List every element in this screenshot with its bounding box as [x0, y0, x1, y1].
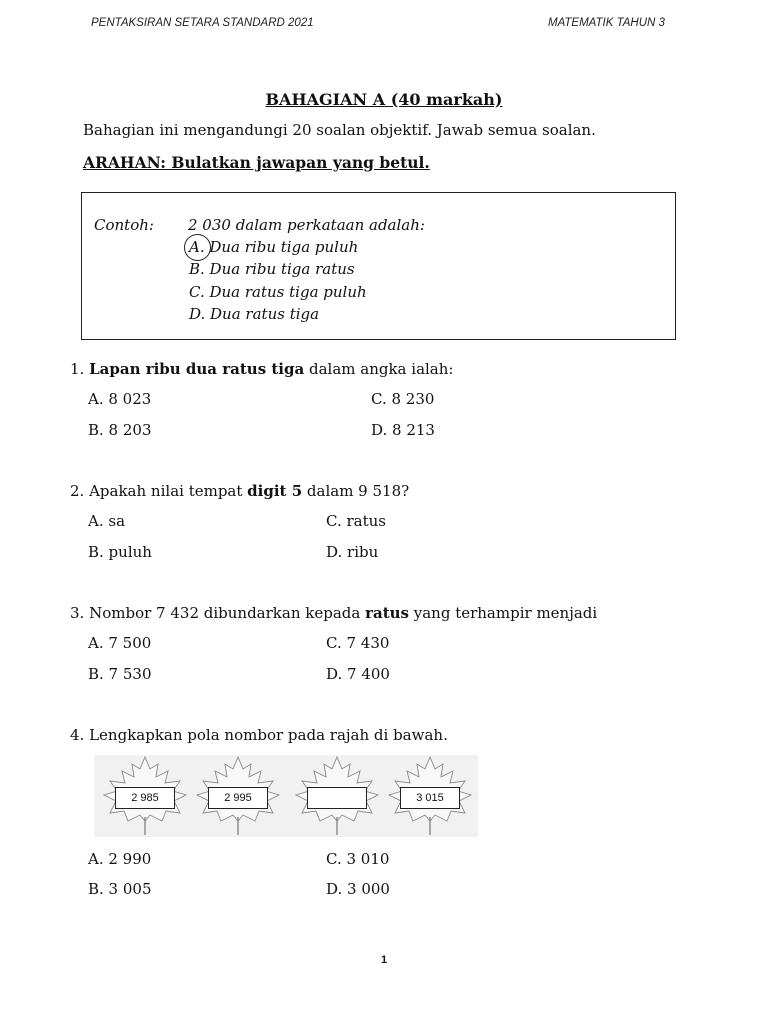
question-number: 4.	[70, 726, 85, 744]
maple-leaf-card	[98, 755, 192, 837]
question-stem-after: dalam angka ialah:	[304, 360, 454, 378]
pattern-value: 3 015	[400, 787, 460, 809]
question-number: 1.	[70, 360, 85, 378]
example-option-c: C. Dua ratus tiga puluh	[189, 283, 367, 301]
option-d[interactable]: D. 8 213	[371, 421, 435, 439]
example-option-d: D. Dua ratus tiga	[189, 305, 320, 323]
maple-leaf-card	[383, 755, 477, 837]
option-c[interactable]: C. ratus	[326, 512, 386, 530]
question-stem	[70, 604, 597, 622]
pattern-value: 2 995	[208, 787, 268, 809]
option-a[interactable]: A. sa	[88, 512, 126, 530]
question-stem	[70, 360, 453, 378]
question-stem-bold: Lapan ribu dua ratus tiga	[89, 360, 305, 378]
example-box	[81, 192, 676, 340]
example-label: Contoh:	[94, 216, 154, 234]
header-left: PENTAKSIRAN SETARA STANDARD 2021	[91, 17, 314, 29]
option-d[interactable]: D. ribu	[326, 543, 379, 561]
option-b[interactable]: B. 8 203	[88, 421, 152, 439]
maple-leaf-card	[290, 755, 384, 837]
option-c[interactable]: C. 3 010	[326, 850, 390, 868]
option-a[interactable]: A. 2 990	[88, 850, 152, 868]
example-option-b: B. Dua ribu tiga ratus	[189, 260, 355, 278]
maple-leaf-card	[191, 755, 285, 837]
question-stem	[70, 726, 448, 744]
option-c[interactable]: C. 7 430	[326, 634, 390, 652]
example-option-a: A. Dua ribu tiga puluh	[189, 238, 359, 256]
example-question: 2 030 dalam perkataan adalah:	[188, 216, 425, 234]
section-instruction: ARAHAN: Bulatkan jawapan yang betul.	[83, 153, 430, 172]
number-pattern-strip	[94, 755, 478, 837]
header-right: MATEMATIK TAHUN 3	[548, 17, 665, 29]
question-stem-before: Nombor 7 432 dibundarkan kepada	[89, 604, 366, 622]
question-stem-before: Lengkapkan pola nombor pada rajah di bawah.	[89, 726, 448, 744]
pattern-blank	[307, 787, 367, 809]
section-title: BAHAGIAN A (40 markah)	[265, 90, 503, 109]
question-number: 2.	[70, 482, 85, 500]
option-a[interactable]: A. 7 500	[88, 634, 152, 652]
question-stem-after: dalam 9 518?	[302, 482, 410, 500]
option-d[interactable]: D. 3 000	[326, 880, 390, 898]
option-d[interactable]: D. 7 400	[326, 665, 390, 683]
question-stem-bold: digit 5	[247, 482, 303, 500]
question-number: 3.	[70, 604, 85, 622]
page-number: 1	[380, 954, 388, 966]
option-c[interactable]: C. 8 230	[371, 390, 435, 408]
option-b[interactable]: B. 7 530	[88, 665, 152, 683]
question-stem-after: yang terhampir menjadi	[408, 604, 598, 622]
question-stem-before: Apakah nilai tempat	[89, 482, 248, 500]
option-a[interactable]: A. 8 023	[88, 390, 152, 408]
question-stem-bold: ratus	[365, 604, 409, 622]
question-stem	[70, 482, 409, 500]
option-b[interactable]: B. puluh	[88, 543, 152, 561]
section-intro: Bahagian ini mengandungi 20 soalan objektif. Jawab semua soalan.	[83, 121, 596, 139]
pattern-value: 2 985	[115, 787, 175, 809]
option-b[interactable]: B. 3 005	[88, 880, 152, 898]
